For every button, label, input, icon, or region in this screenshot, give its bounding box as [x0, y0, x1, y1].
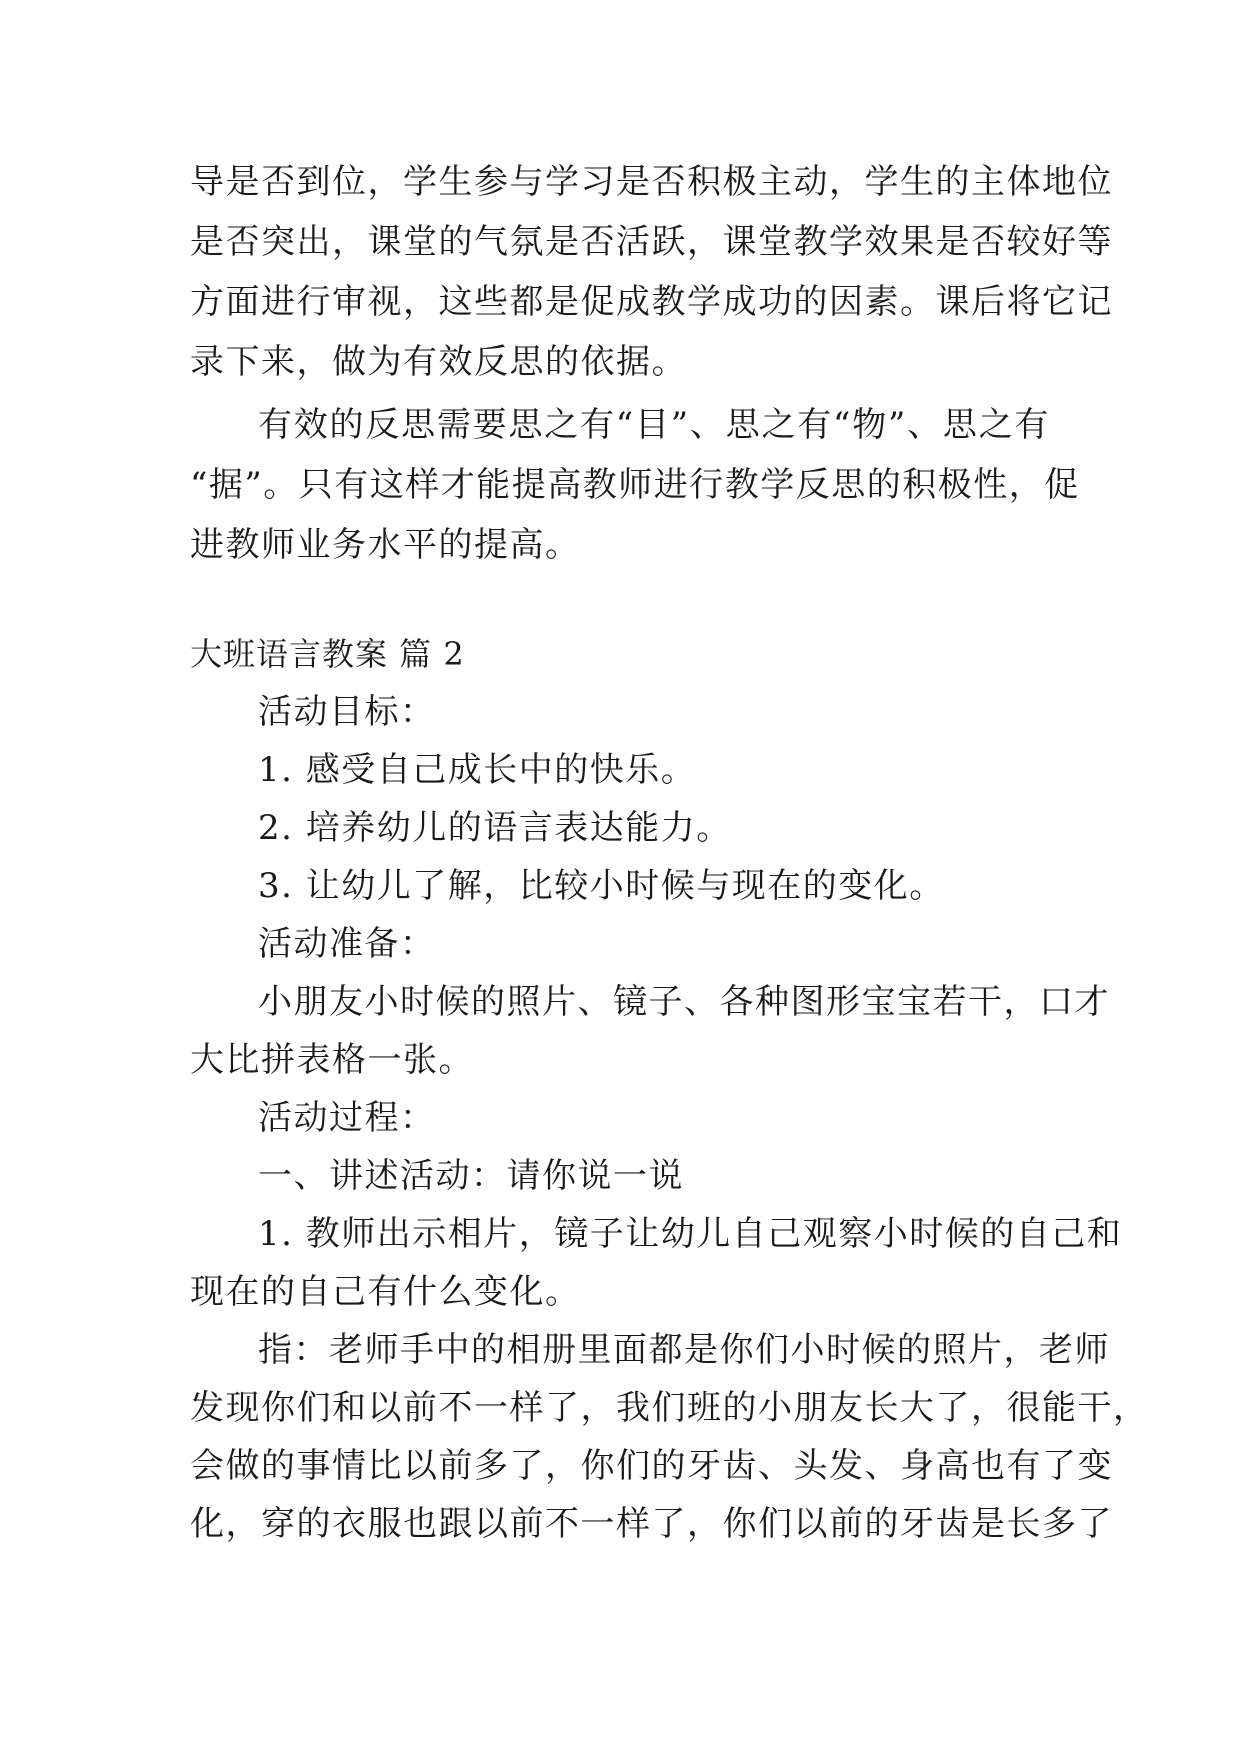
body-line: 进教师业务水平的提高。	[190, 525, 581, 565]
subheading-preparation: 活动准备：	[258, 924, 436, 964]
subheading-process: 活动过程：	[258, 1098, 436, 1138]
body-line: 现在的自己有什么变化。	[190, 1272, 581, 1312]
body-line: 导是否到位，学生参与学习是否积极主动，学生的主体地位	[190, 162, 1113, 202]
body-line: “据”。只有这样才能提高教师进行教学反思的积极性，促	[190, 465, 1080, 505]
body-line: 会做的事情比以前多了，你们的牙齿、头发、身高也有了变	[190, 1446, 1113, 1486]
body-line: 化，穿的衣服也跟以前不一样了，你们以前的牙齿是长多了	[190, 1504, 1113, 1544]
body-line: 录下来，做为有效反思的依据。	[190, 342, 687, 382]
list-item: 3. 让幼儿了解，比较小时候与现在的变化。	[258, 866, 945, 906]
paragraph-first-line: 小朋友小时候的照片、镜子、各种图形宝宝若干，口才	[258, 982, 1110, 1022]
step-heading: 一、讲述活动：请你说一说	[258, 1156, 684, 1196]
subheading-goals: 活动目标：	[258, 692, 436, 732]
list-item: 2. 培养幼儿的语言表达能力。	[258, 808, 732, 848]
body-line: 是否突出，课堂的气氛是否活跃，课堂教学效果是否较好等	[190, 222, 1113, 262]
paragraph-first-line: 指：老师手中的相册里面都是你们小时候的照片，老师	[258, 1330, 1110, 1370]
list-item: 1. 感受自己成长中的快乐。	[258, 750, 697, 790]
body-line: 方面进行审视，这些都是促成教学成功的因素。课后将它记	[190, 282, 1113, 322]
paragraph-first-line: 有效的反思需要思之有“目”、思之有“物”、思之有	[258, 405, 1050, 445]
body-line: 大比拼表格一张。	[190, 1040, 474, 1080]
section-heading: 大班语言教案 篇 2	[190, 635, 465, 673]
paragraph-first-line: 1. 教师出示相片，镜子让幼儿自己观察小时候的自己和	[258, 1214, 1123, 1254]
body-line: 发现你们和以前不一样了，我们班的小朋友长大了，很能干，	[190, 1388, 1149, 1428]
